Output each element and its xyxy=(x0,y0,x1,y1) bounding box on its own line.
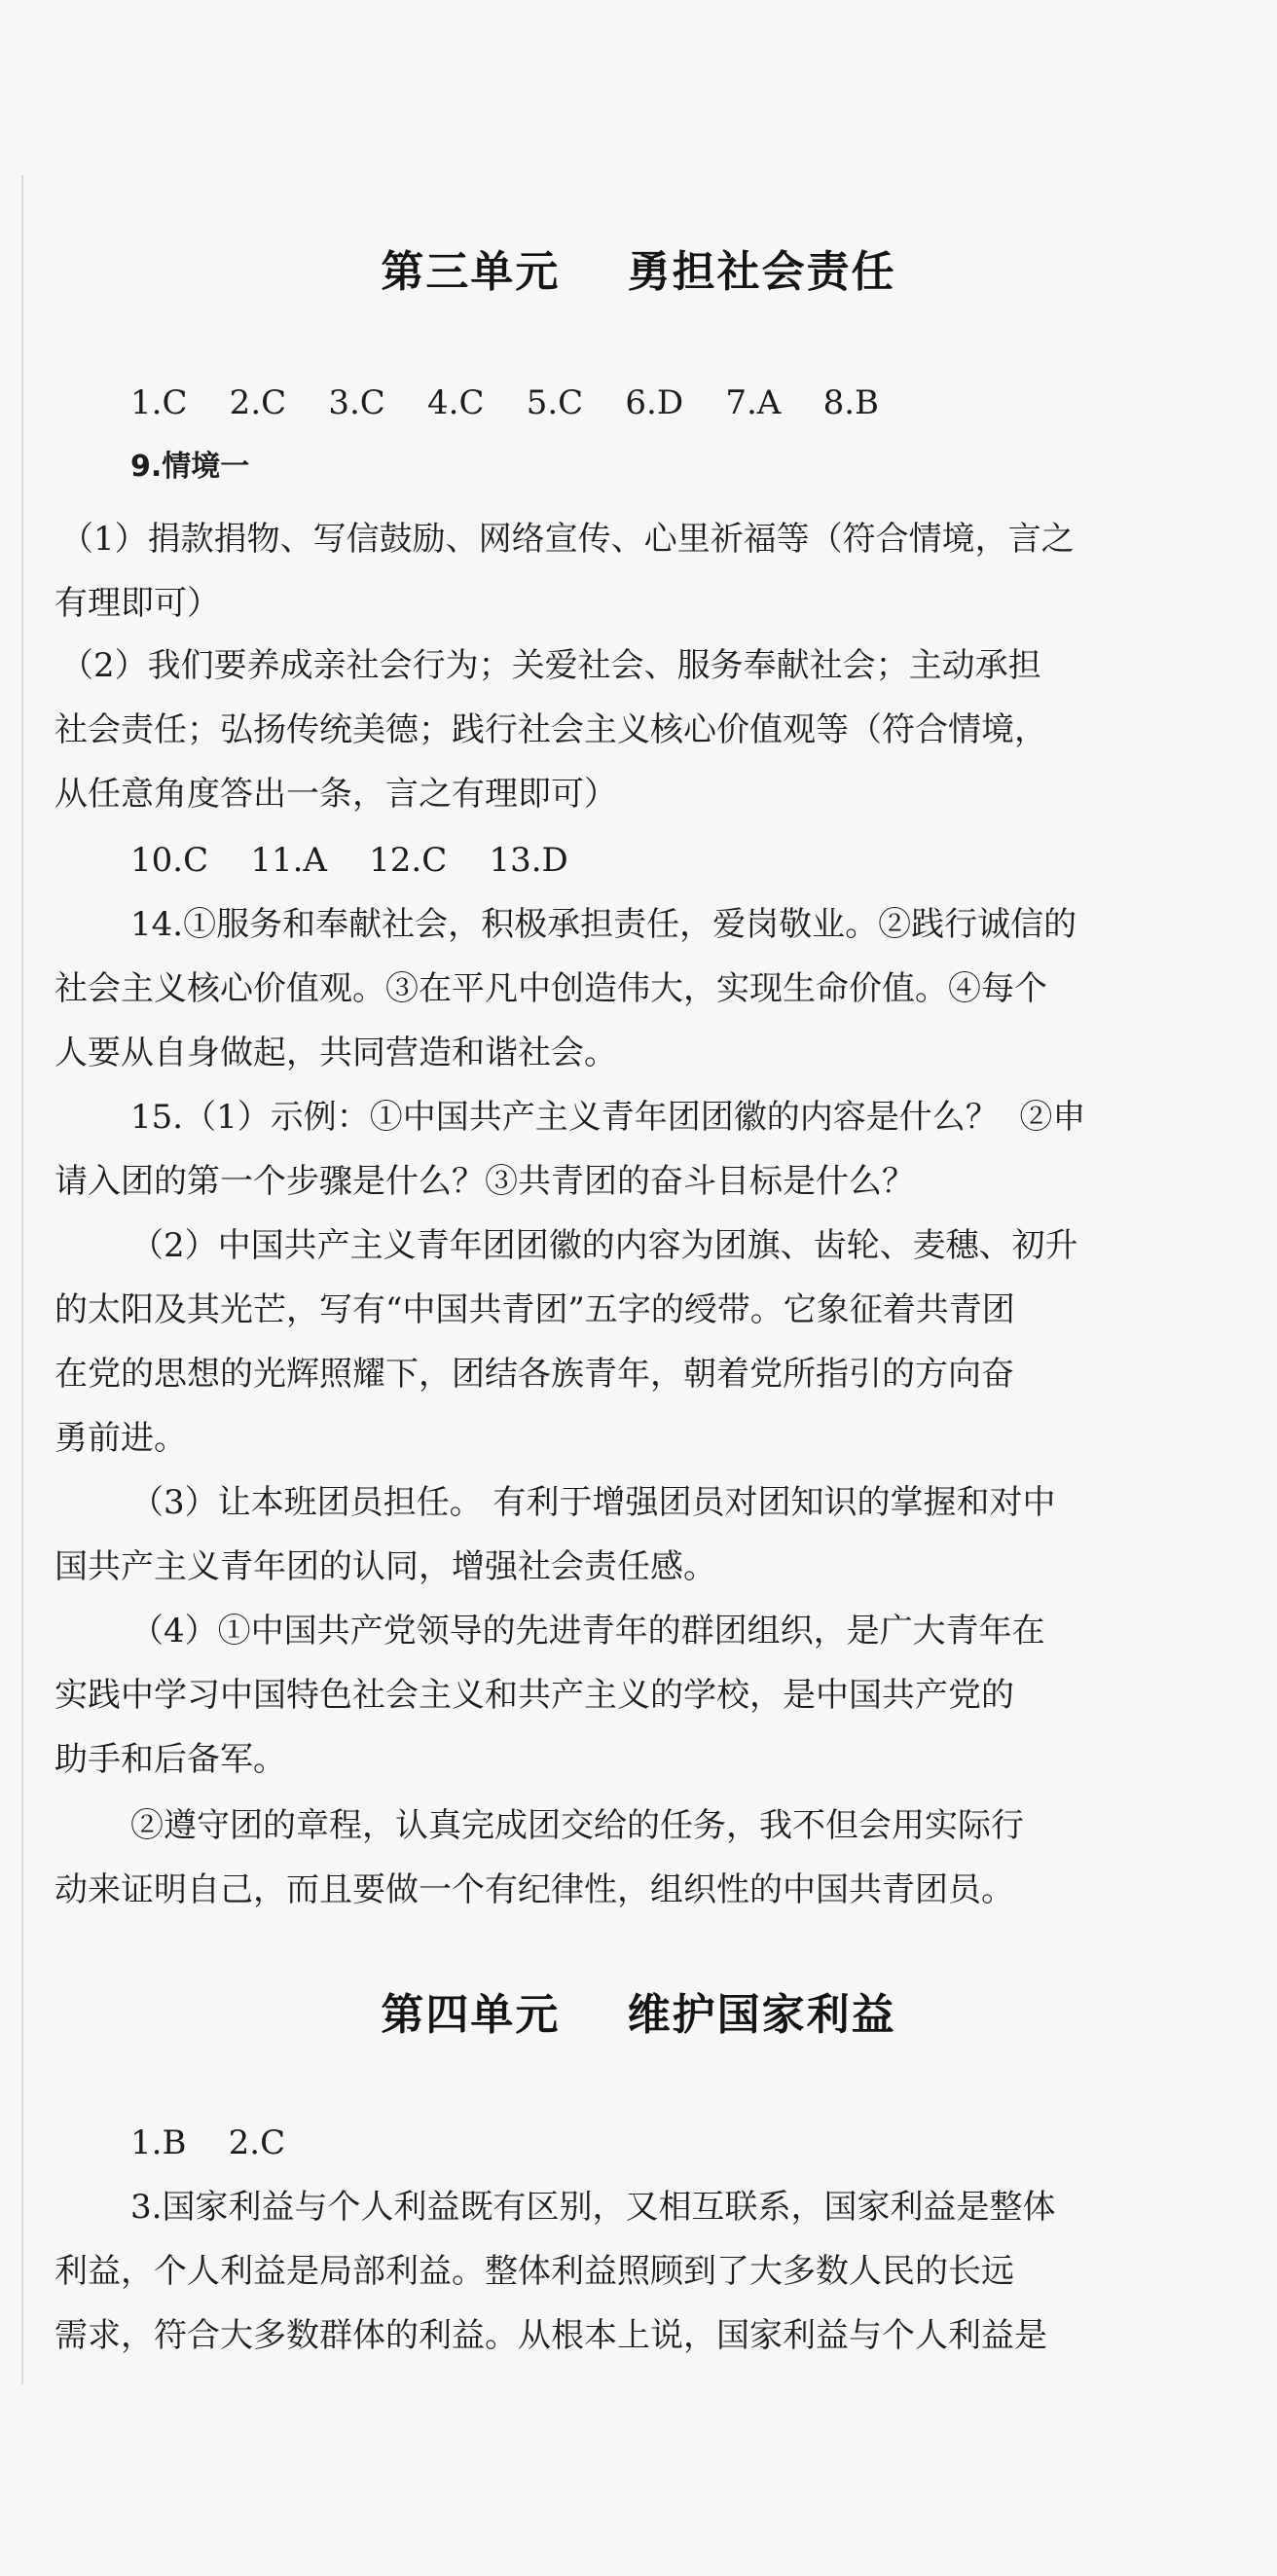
answer-line: 实践中学习中国特色社会主义和共产主义的学校，是中国共产党的 xyxy=(55,1676,1014,1715)
answer-line: 在党的思想的光辉照耀下，团结各族青年，朝着党所指引的方向奋 xyxy=(55,1355,1014,1394)
answer-line: 助手和后备军。 xyxy=(55,1740,286,1779)
answer-line: ②遵守团的章程，认真完成团交给的任务，我不但会用实际行 xyxy=(130,1806,1024,1845)
answer-line: 请入团的第一个步骤是什么？③共青团的奋斗目标是什么？ xyxy=(55,1162,915,1201)
answer-line: 利益，个人利益是局部利益。整体利益照顾到了大多数人民的长远 xyxy=(55,2252,1014,2291)
answer-line: 社会责任；弘扬传统美德；践行社会主义核心价值观等（符合情境， xyxy=(55,710,1047,749)
unit3-title: 第三单元 勇担社会责任 xyxy=(381,247,896,297)
page-edge-line xyxy=(21,175,23,2384)
answer-line: （2）中国共产主义青年团团徽的内容为团旗、齿轮、麦穗、初升 xyxy=(130,1226,1078,1265)
answer-line: 15.（1）示例：①中国共产主义青年团团徽的内容是什么？ ②申 xyxy=(130,1098,1086,1137)
answer-line: 需求，符合大多数群体的利益。从根本上说，国家利益与个人利益是 xyxy=(55,2316,1047,2355)
answer-line: （4）①中国共产党领导的先进青年的群团组织，是广大青年在 xyxy=(130,1612,1045,1651)
answer-line: 勇前进。 xyxy=(55,1419,187,1458)
answer-line: 社会主义核心价值观。③在平凡中创造伟大，实现生命价值。④每个 xyxy=(55,969,1047,1008)
answer-line: 有理即可） xyxy=(55,584,220,623)
answer-line: 人要从自身做起，共同营造和谐社会。 xyxy=(55,1034,617,1072)
answer-line: 3.国家利益与个人利益既有区别，又相互联系，国家利益是整体 xyxy=(130,2188,1056,2227)
answer-line: （3）让本班团员担任。 有利于增强团员对团知识的掌握和对中 xyxy=(130,1483,1056,1522)
answer-line: 1.C 2.C 3.C 4.C 5.C 6.D 7.A 8.B xyxy=(130,383,880,422)
unit4-title: 第四单元 维护国家利益 xyxy=(381,1990,896,2040)
answer-line: 国共产主义青年团的认同，增强社会责任感。 xyxy=(55,1547,716,1586)
answer-line: （1）捐款捐物、写信鼓励、网络宣传、心里祈福等（符合情境，言之 xyxy=(60,520,1075,559)
answer-line: 动来证明自己，而且要做一个有纪律性，组织性的中国共青团员。 xyxy=(55,1870,1014,1909)
answer-line: 14.①服务和奉献社会，积极承担责任，爱岗敬业。②践行诚信的 xyxy=(130,905,1077,944)
answer-line: 1.B 2.C xyxy=(130,2123,286,2162)
answer-line: 从任意角度答出一条，言之有理即可） xyxy=(55,775,617,814)
question-label: 9.情境一 xyxy=(130,450,250,484)
answer-line: （2）我们要养成亲社会行为；关爱社会、服务奉献社会；主动承担 xyxy=(60,646,1041,685)
answer-line: 10.C 11.A 12.C 13.D xyxy=(130,841,568,880)
answer-line: 的太阳及其光芒，写有“中国共青团”五字的绶带。它象征着共青团 xyxy=(55,1290,1015,1329)
